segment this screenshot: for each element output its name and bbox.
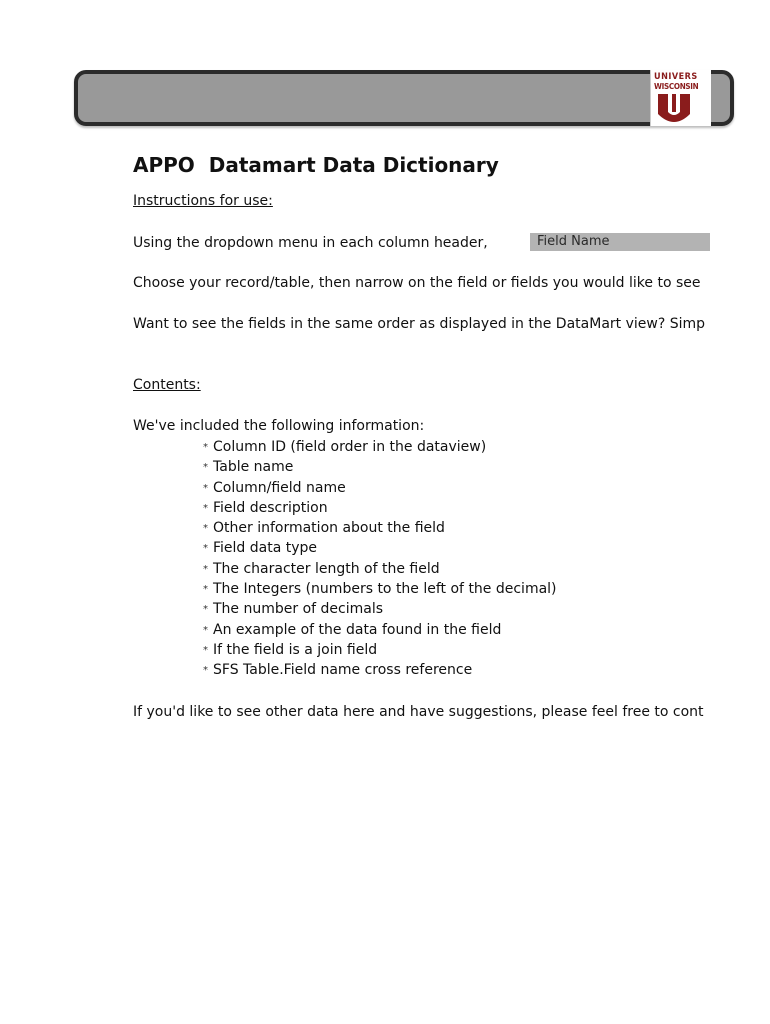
header-banner: [74, 70, 734, 126]
list-item-text: Column/field name: [213, 479, 346, 496]
list-item: [203, 579, 557, 599]
list-item: [203, 437, 557, 457]
list-item: [203, 620, 557, 640]
contents-list: [203, 437, 557, 681]
list-item-text: The character length of the field: [213, 560, 440, 577]
logo-text-line2: WISCONSIN: [654, 82, 699, 91]
page-title: APPO Datamart Data Dictionary: [133, 153, 499, 177]
bullet-icon: *: [203, 462, 208, 474]
list-item: [203, 538, 557, 558]
bullet-icon: *: [203, 482, 208, 494]
bullet-icon: *: [203, 563, 208, 575]
list-item-text: The number of decimals: [213, 601, 384, 618]
list-item-text: Field description: [213, 499, 328, 516]
instruction-line-2: Choose your record/table, then narrow on the field or fields you would like to see: [133, 275, 701, 291]
list-item-text: An example of the data found in the field: [213, 621, 502, 638]
footer-line: If you'd like to see other data here and have suggestions, please feel free to cont: [133, 704, 704, 720]
bullet-icon: *: [203, 604, 208, 616]
bullet-icon: *: [203, 523, 208, 535]
crest-icon: [654, 92, 694, 124]
list-item-text: SFS Table.Field name cross reference: [213, 662, 473, 679]
instruction-line-1: Using the dropdown menu in each column header,: [133, 235, 488, 251]
instruction-line-3: Want to see the fields in the same order as displayed in the DataMart view? Simp: [133, 316, 706, 332]
list-item: [203, 660, 557, 680]
list-item-text: Other information about the field: [213, 520, 445, 537]
bullet-icon: *: [203, 584, 208, 596]
list-item: [203, 498, 557, 518]
university-logo: [650, 70, 711, 126]
list-item-text: If the field is a join field: [213, 641, 378, 658]
logo-text-line1: UNIVERS: [654, 72, 698, 82]
list-item-text: The Integers (numbers to the left of the decimal): [213, 581, 557, 598]
list-item: [203, 518, 557, 538]
list-item: [203, 457, 557, 477]
instructions-heading: Instructions for use:: [133, 193, 273, 209]
bullet-icon: *: [203, 644, 208, 656]
contents-heading: Contents:: [133, 377, 201, 393]
list-item: [203, 599, 557, 619]
bullet-icon: *: [203, 543, 208, 555]
bullet-icon: *: [203, 665, 208, 677]
bullet-icon: *: [203, 624, 208, 636]
contents-intro: We've included the following information:: [133, 418, 425, 434]
list-item-text: Field data type: [213, 540, 318, 557]
field-name-header-example: Field Name: [530, 233, 710, 251]
list-item: [203, 478, 557, 498]
bullet-icon: *: [203, 442, 208, 453]
list-item: [203, 640, 557, 660]
bullet-icon: *: [203, 502, 208, 514]
list-item: [203, 559, 557, 579]
list-item-text: Column ID (field order in the dataview): [213, 439, 487, 455]
list-item-text: Table name: [213, 459, 294, 476]
